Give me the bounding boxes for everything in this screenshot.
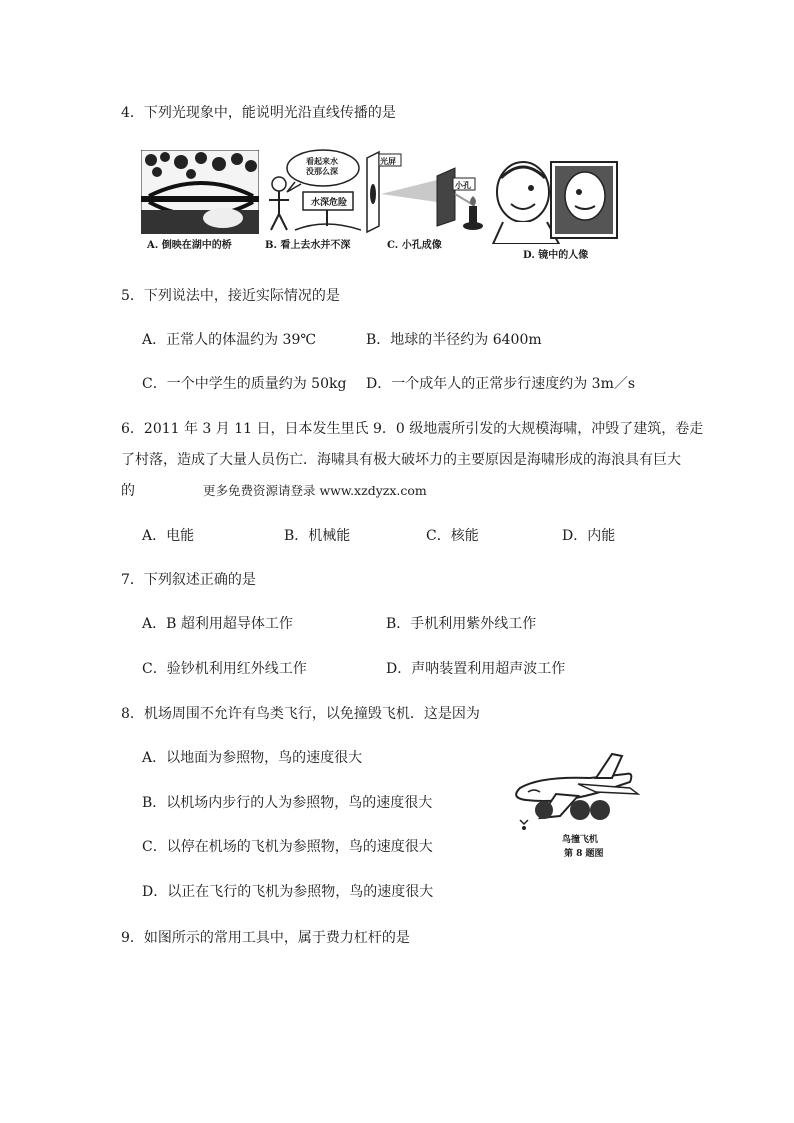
q8-option-d: D．以正在飞行的飞机为参照物，鸟的速度很大 [142, 884, 434, 900]
danger-sign: 水深危险 [310, 198, 347, 208]
bridge-reflection-image [141, 150, 259, 234]
q5-stem: 5．下列说法中，接近实际情况的是 [121, 288, 340, 304]
q8-option-b: B．以机场内步行的人为参照物，鸟的速度很大 [142, 795, 433, 811]
screen-label: 光屏 [380, 156, 396, 166]
q6-stem-line-2: 了村落，造成了大量人员伤亡．海啸具有极大破坏力的主要原因是海啸形成的海浪具有巨大 [121, 452, 681, 468]
q4-stem: 4．下列光现象中，能说明光沿直线传播的是 [121, 105, 396, 121]
q5-option-d: D．一个成年人的正常步行速度约为 3m／s [366, 376, 636, 392]
caption-b: B. 看上去水并不深 [265, 240, 351, 251]
figure-number: 第 8 题图 [564, 849, 604, 859]
q6-option-b: B．机械能 [284, 528, 351, 544]
q8-figure [500, 748, 648, 864]
q6-option-c: C．核能 [426, 528, 479, 544]
q7-option-c: C．验钞机利用红外线工作 [142, 661, 307, 677]
bubble-line-1: 看起来水 [306, 156, 338, 166]
figure-title: 鸟撞飞机 [562, 835, 599, 845]
q7-option-d: D．声呐装置利用超声波工作 [386, 661, 566, 677]
watermark-text: 更多免费资源请登录 www.xzdyzx.com [203, 483, 427, 498]
caption-c: C. 小孔成像 [387, 240, 442, 251]
q6-option-d: D．内能 [562, 528, 616, 544]
caption-a: A. 倒映在湖中的桥 [147, 240, 232, 251]
q7-option-b: B．手机利用紫外线工作 [386, 616, 537, 632]
q8-stem: 8．机场周围不允许有鸟类飞行，以免撞毁飞机．这是因为 [121, 706, 480, 722]
q4-figure [137, 148, 625, 266]
q5-option-b: B．地球的半径约为 6400m [366, 332, 542, 348]
q8-option-c: C．以停在机场的飞机为参照物，鸟的速度很大 [142, 839, 433, 855]
q6-stem-line-1: 6．2011 年 3 月 11 日，日本发生里氏 9．0 级地震所引发的大规模海啸，冲毁了建筑，卷走 [121, 421, 704, 437]
q7-option-a: A．B 超利用超导体工作 [142, 616, 293, 632]
q6-stem-line-3: 的 [121, 483, 135, 499]
q6-option-a: A．电能 [142, 528, 195, 544]
q8-option-a: A．以地面为参照物，鸟的速度很大 [142, 750, 363, 766]
bird-airplane-image [500, 748, 648, 834]
mirror-image [489, 148, 625, 244]
q5-option-a: A．正常人的体温约为 39℃ [142, 332, 317, 348]
q7-stem: 7．下列叙述正确的是 [121, 572, 256, 588]
bubble-line-2: 没那么深 [306, 166, 338, 176]
q9-stem: 9．如图所示的常用工具中，属于费力杠杆的是 [121, 930, 410, 946]
q5-option-c: C．一个中学生的质量约为 50kg [142, 376, 347, 392]
caption-d: D. 镜中的人像 [523, 250, 589, 261]
hole-label: 小孔 [455, 180, 471, 190]
